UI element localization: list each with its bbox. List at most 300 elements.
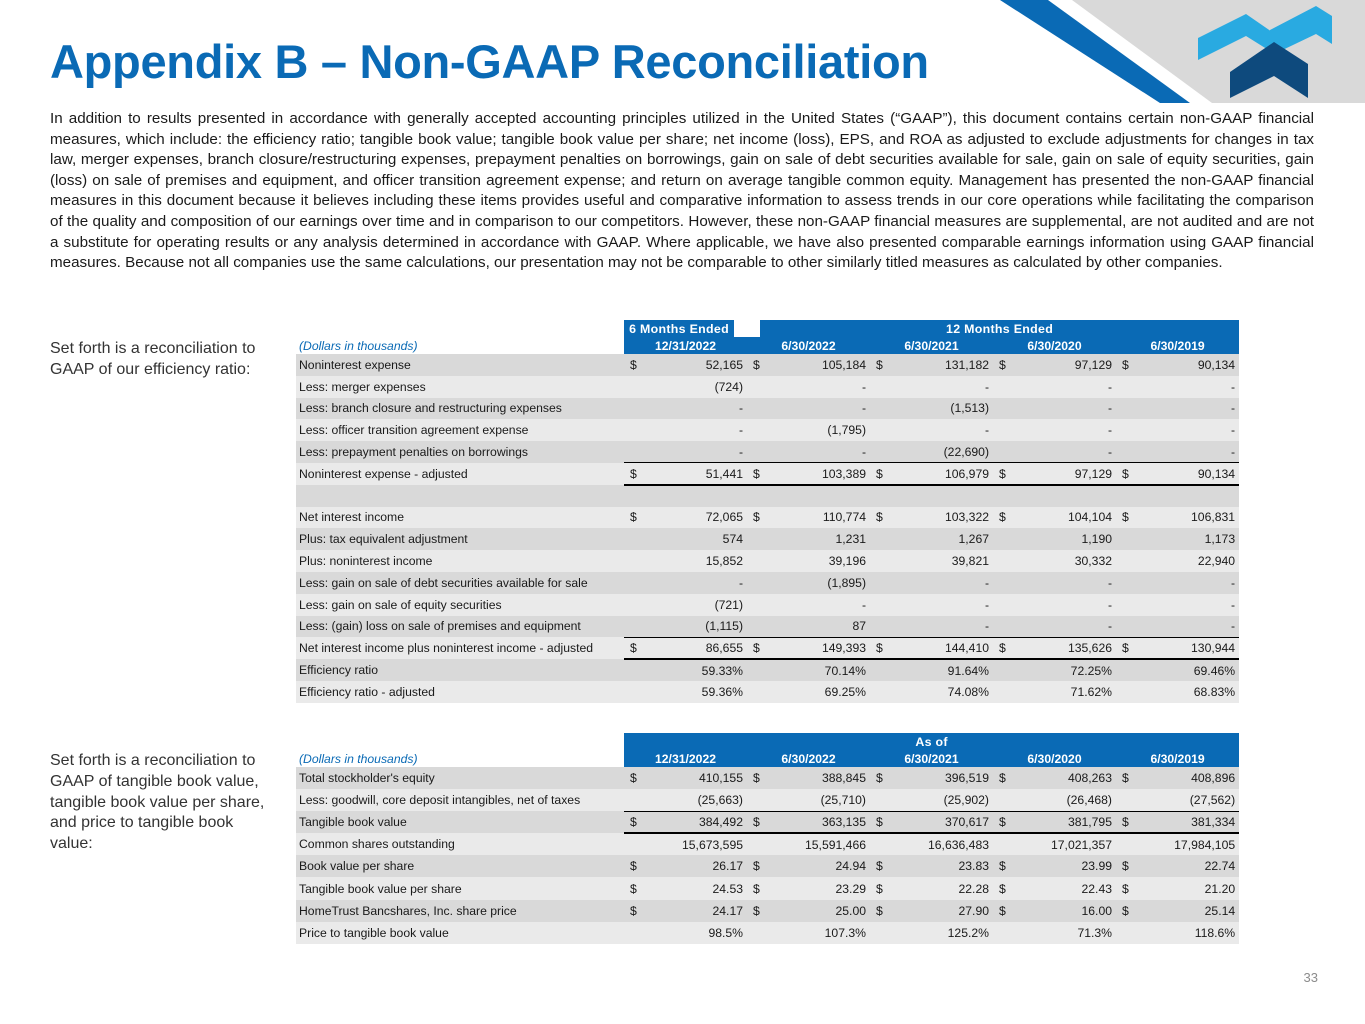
cell-value: 23.29 [769, 877, 870, 899]
cell-value: 408,263 [1015, 767, 1116, 789]
group-header-12-months: 12 Months Ended [747, 320, 1239, 337]
cell-value: 98.5% [646, 922, 747, 944]
cell-value: 24.17 [646, 900, 747, 922]
row-label: Price to tangible book value [296, 922, 624, 944]
currency-symbol [1116, 789, 1138, 811]
cell-value: - [1015, 419, 1116, 441]
currency-symbol: $ [1116, 855, 1138, 877]
cell-value: 131,182 [892, 354, 993, 376]
currency-symbol: $ [870, 637, 892, 659]
currency-symbol [747, 376, 769, 398]
row-label: Noninterest expense [296, 354, 624, 376]
currency-symbol: $ [747, 900, 769, 922]
table-row [296, 376, 1239, 398]
cell-value: - [1015, 572, 1116, 594]
cell-value: 363,135 [769, 811, 870, 833]
currency-symbol [870, 376, 892, 398]
table-row [296, 922, 1239, 944]
currency-symbol: $ [993, 637, 1015, 659]
row-label: Less: gain on sale of equity securities [296, 594, 624, 616]
currency-symbol [624, 594, 646, 616]
currency-symbol [870, 398, 892, 420]
cell-value: 16,636,483 [892, 833, 993, 855]
row-label: Less: gain on sale of debt securities available for sale [296, 572, 624, 594]
cell-value: - [769, 398, 870, 420]
currency-symbol [1116, 441, 1138, 463]
cell-value: - [892, 572, 993, 594]
currency-symbol: $ [1116, 900, 1138, 922]
currency-symbol [870, 572, 892, 594]
currency-symbol [1116, 922, 1138, 944]
currency-symbol: $ [993, 877, 1015, 899]
row-label: Tangible book value [296, 811, 624, 833]
currency-symbol [747, 681, 769, 703]
table-row [296, 637, 1239, 659]
cell-value: 22.74 [1138, 855, 1239, 877]
tangible-note: Set forth is a reconciliation to GAAP of tangible book value, tangible book value per share, and price to tangible book value: [50, 752, 265, 853]
table-row [296, 485, 1239, 507]
table-row [296, 463, 1239, 485]
currency-symbol: $ [870, 354, 892, 376]
cell-value: 574 [646, 528, 747, 550]
cell-value: 106,979 [892, 463, 993, 485]
cell-value: - [1015, 616, 1116, 638]
cell-value [769, 485, 870, 507]
currency-symbol: $ [993, 855, 1015, 877]
currency-symbol [1116, 616, 1138, 638]
cell-value: 24.94 [769, 855, 870, 877]
tangible-book-value-table [296, 733, 1239, 944]
cell-value [1015, 485, 1116, 507]
currency-symbol: $ [1116, 354, 1138, 376]
currency-symbol [870, 616, 892, 638]
cell-value: 410,155 [646, 767, 747, 789]
currency-symbol [870, 659, 892, 681]
cell-value: 17,021,357 [1015, 833, 1116, 855]
column-date: 6/30/2020 [993, 337, 1116, 354]
cell-value: 103,322 [892, 507, 993, 529]
currency-symbol [1116, 594, 1138, 616]
cell-value: - [646, 572, 747, 594]
currency-symbol [1116, 376, 1138, 398]
cell-value: 59.36% [646, 681, 747, 703]
row-label: Common shares outstanding [296, 833, 624, 855]
currency-symbol: $ [870, 463, 892, 485]
row-label: Efficiency ratio [296, 659, 624, 681]
currency-symbol: $ [624, 855, 646, 877]
cell-value: 90,134 [1138, 463, 1239, 485]
currency-symbol [870, 681, 892, 703]
currency-symbol [747, 485, 769, 507]
currency-symbol [624, 659, 646, 681]
hometrust-logo-icon [1196, 4, 1334, 100]
cell-value: - [769, 376, 870, 398]
cell-value: - [1138, 616, 1239, 638]
cell-value: (26,468) [1015, 789, 1116, 811]
currency-symbol: $ [624, 507, 646, 529]
currency-symbol [747, 419, 769, 441]
currency-symbol: $ [870, 767, 892, 789]
cell-value: 106,831 [1138, 507, 1239, 529]
cell-value: 87 [769, 616, 870, 638]
column-date: 6/30/2019 [1116, 337, 1239, 354]
cell-value: 39,196 [769, 550, 870, 572]
currency-symbol: $ [747, 877, 769, 899]
row-label [296, 485, 624, 507]
currency-symbol [870, 419, 892, 441]
currency-symbol [624, 419, 646, 441]
cell-value: 15,852 [646, 550, 747, 572]
currency-symbol [624, 398, 646, 420]
table-row [296, 789, 1239, 811]
row-label: Less: officer transition agreement expense [296, 419, 624, 441]
table-row [296, 441, 1239, 463]
cell-value: 51,441 [646, 463, 747, 485]
cell-value: 70.14% [769, 659, 870, 681]
currency-symbol: $ [870, 877, 892, 899]
currency-symbol [993, 616, 1015, 638]
cell-value: 125.2% [892, 922, 993, 944]
cell-value: - [646, 419, 747, 441]
currency-symbol [747, 922, 769, 944]
currency-symbol: $ [624, 637, 646, 659]
page-title: Appendix B – Non-GAAP Reconciliation [50, 35, 929, 88]
currency-symbol [747, 616, 769, 638]
currency-symbol: $ [1116, 877, 1138, 899]
table-row [296, 528, 1239, 550]
cell-value: 72.25% [1015, 659, 1116, 681]
row-label: Tangible book value per share [296, 877, 624, 899]
cell-value: 15,591,466 [769, 833, 870, 855]
cell-value: - [1138, 419, 1239, 441]
efficiency-ratio-table [296, 320, 1239, 703]
cell-value: - [892, 376, 993, 398]
currency-symbol [993, 833, 1015, 855]
cell-value: 97,129 [1015, 463, 1116, 485]
currency-symbol [993, 441, 1015, 463]
column-date: 6/30/2019 [1116, 750, 1239, 767]
cell-value: - [1138, 398, 1239, 420]
cell-value: 71.3% [1015, 922, 1116, 944]
cell-value: 30,332 [1015, 550, 1116, 572]
cell-value: 25.14 [1138, 900, 1239, 922]
currency-symbol: $ [870, 507, 892, 529]
column-date: 6/30/2020 [993, 750, 1116, 767]
cell-value: 91.64% [892, 659, 993, 681]
cell-value: 16.00 [1015, 900, 1116, 922]
currency-symbol [624, 922, 646, 944]
cell-value: (25,663) [646, 789, 747, 811]
cell-value: 144,410 [892, 637, 993, 659]
currency-symbol [624, 485, 646, 507]
currency-symbol [747, 550, 769, 572]
table-row [296, 572, 1239, 594]
currency-symbol: $ [747, 855, 769, 877]
cell-value: (724) [646, 376, 747, 398]
intro-paragraph: In addition to results presented in accordance with generally accepted accounting principles utilized in the United States (“GAAP”), this document contains certain non-GAAP financial measures, which include: the efficiency ratio; tangible book value; tangible book value per share; net income (loss), EPS, and ROA as adjusted to exclude adjustments for changes in tax law, merger expenses, branch closure/restructuring expenses, prepayment penalties on borrowings, gain on sale of debt securities available for sale, gain on sale of equity securities, gain (loss) on sale of premises and equipment, and officer transition agreement expense; and return on average tangible common equity. Management has presented the non-GAAP financial measures in this document because it believes including these items provides useful and comparative information to assess trends in our core operations while facilitating the comparison of the quality and composition of our earnings over time and in comparison to our competitors. However, these non-GAAP financial measures are supplemental, are not audited and are not a substitute for operating results or any analysis determined in accordance with GAAP. Where applicable, we have also presented comparable earnings information using GAAP financial measures. Because not all companies use the same calculations, our presentation may not be comparable to other similarly titled measures as calculated by other companies. [50, 110, 1314, 272]
currency-symbol [993, 485, 1015, 507]
cell-value: 1,267 [892, 528, 993, 550]
row-label: Plus: tax equivalent adjustment [296, 528, 624, 550]
cell-value: 104,104 [1015, 507, 1116, 529]
currency-symbol [1116, 398, 1138, 420]
currency-symbol: $ [747, 811, 769, 833]
currency-symbol: $ [747, 507, 769, 529]
currency-symbol [747, 528, 769, 550]
currency-symbol [624, 681, 646, 703]
row-label: Net interest income [296, 507, 624, 529]
cell-value: 26.17 [646, 855, 747, 877]
column-date: 6/30/2022 [747, 337, 870, 354]
column-date: 6/30/2021 [870, 750, 993, 767]
page-number: 33 [1303, 970, 1318, 985]
currency-symbol [747, 441, 769, 463]
row-label: Less: goodwill, core deposit intangibles, net of taxes [296, 789, 624, 811]
currency-symbol [624, 441, 646, 463]
cell-value: (1,795) [769, 419, 870, 441]
currency-symbol [870, 833, 892, 855]
cell-value: - [892, 594, 993, 616]
currency-symbol: $ [624, 877, 646, 899]
currency-symbol [624, 572, 646, 594]
cell-value: (22,690) [892, 441, 993, 463]
currency-symbol [747, 398, 769, 420]
table-row [296, 659, 1239, 681]
currency-symbol [870, 441, 892, 463]
group-header-6-months: 6 Months Ended [624, 320, 747, 337]
currency-symbol [870, 550, 892, 572]
cell-value: 52,165 [646, 354, 747, 376]
cell-value: 23.83 [892, 855, 993, 877]
table-row [296, 833, 1239, 855]
row-label: Less: merger expenses [296, 376, 624, 398]
currency-symbol [1116, 550, 1138, 572]
currency-symbol [747, 789, 769, 811]
cell-value: 388,845 [769, 767, 870, 789]
currency-symbol [993, 594, 1015, 616]
cell-value [892, 485, 993, 507]
row-label: Less: prepayment penalties on borrowings [296, 441, 624, 463]
cell-value: 1,190 [1015, 528, 1116, 550]
table-row [296, 811, 1239, 833]
cell-value: 74.08% [892, 681, 993, 703]
row-label: Efficiency ratio - adjusted [296, 681, 624, 703]
currency-symbol [747, 833, 769, 855]
currency-symbol [747, 572, 769, 594]
cell-value: 72,065 [646, 507, 747, 529]
row-label: Net interest income plus noninterest income - adjusted [296, 637, 624, 659]
currency-symbol: $ [1116, 811, 1138, 833]
currency-symbol [870, 789, 892, 811]
currency-symbol [1116, 485, 1138, 507]
currency-symbol [870, 528, 892, 550]
cell-value: 105,184 [769, 354, 870, 376]
cell-value: - [1138, 376, 1239, 398]
cell-value: 69.46% [1138, 659, 1239, 681]
cell-value: 1,173 [1138, 528, 1239, 550]
currency-symbol: $ [993, 463, 1015, 485]
cell-value: 1,231 [769, 528, 870, 550]
cell-value [1138, 485, 1239, 507]
table-row [296, 900, 1239, 922]
cell-value: - [646, 398, 747, 420]
cell-value: - [1138, 441, 1239, 463]
currency-symbol: $ [747, 463, 769, 485]
currency-symbol [993, 376, 1015, 398]
cell-value: 370,617 [892, 811, 993, 833]
currency-symbol: $ [1116, 767, 1138, 789]
cell-value: 149,393 [769, 637, 870, 659]
currency-symbol [1116, 833, 1138, 855]
cell-value: - [769, 441, 870, 463]
cell-value [646, 485, 747, 507]
cell-value: 90,134 [1138, 354, 1239, 376]
currency-symbol: $ [1116, 463, 1138, 485]
row-label: HomeTrust Bancshares, Inc. share price [296, 900, 624, 922]
row-label: Less: (gain) loss on sale of premises and equipment [296, 616, 624, 638]
currency-symbol: $ [624, 811, 646, 833]
cell-value: (25,710) [769, 789, 870, 811]
table-row [296, 398, 1239, 420]
cell-value: - [1015, 398, 1116, 420]
units-label: (Dollars in thousands) [296, 750, 624, 767]
row-label: Less: branch closure and restructuring expenses [296, 398, 624, 420]
currency-symbol: $ [993, 811, 1015, 833]
currency-symbol: $ [1116, 507, 1138, 529]
currency-symbol [624, 616, 646, 638]
table-row [296, 419, 1239, 441]
cell-value: 22.28 [892, 877, 993, 899]
currency-symbol: $ [624, 354, 646, 376]
currency-symbol [993, 922, 1015, 944]
currency-symbol [993, 550, 1015, 572]
currency-symbol [993, 789, 1015, 811]
cell-value: - [1015, 376, 1116, 398]
currency-symbol [624, 376, 646, 398]
cell-value: 71.62% [1015, 681, 1116, 703]
cell-value: (25,902) [892, 789, 993, 811]
currency-symbol [624, 528, 646, 550]
currency-symbol [993, 398, 1015, 420]
cell-value: 408,896 [1138, 767, 1239, 789]
currency-symbol [870, 485, 892, 507]
currency-symbol [1116, 572, 1138, 594]
currency-symbol: $ [993, 900, 1015, 922]
currency-symbol [1116, 528, 1138, 550]
cell-value: 118.6% [1138, 922, 1239, 944]
table-row [296, 594, 1239, 616]
cell-value: 135,626 [1015, 637, 1116, 659]
cell-value: 25.00 [769, 900, 870, 922]
cell-value: 381,334 [1138, 811, 1239, 833]
currency-symbol: $ [747, 637, 769, 659]
cell-value: - [892, 419, 993, 441]
cell-value: - [769, 594, 870, 616]
cell-value: 97,129 [1015, 354, 1116, 376]
cell-value: 130,944 [1138, 637, 1239, 659]
cell-value: 27.90 [892, 900, 993, 922]
currency-symbol [624, 833, 646, 855]
table-row [296, 877, 1239, 899]
currency-symbol [993, 659, 1015, 681]
cell-value: (1,115) [646, 616, 747, 638]
units-label: (Dollars in thousands) [296, 337, 624, 354]
table-row [296, 855, 1239, 877]
table-row [296, 550, 1239, 572]
cell-value: 22,940 [1138, 550, 1239, 572]
cell-value: (27,562) [1138, 789, 1239, 811]
row-label: Book value per share [296, 855, 624, 877]
cell-value: 17,984,105 [1138, 833, 1239, 855]
currency-symbol: $ [993, 767, 1015, 789]
currency-symbol: $ [993, 507, 1015, 529]
cell-value: 15,673,595 [646, 833, 747, 855]
table-row [296, 616, 1239, 638]
currency-symbol [1116, 681, 1138, 703]
cell-value: - [892, 616, 993, 638]
currency-symbol: $ [870, 900, 892, 922]
cell-value: 23.99 [1015, 855, 1116, 877]
currency-symbol [870, 922, 892, 944]
cell-value: 24.53 [646, 877, 747, 899]
currency-symbol: $ [624, 767, 646, 789]
currency-symbol [993, 681, 1015, 703]
group-header-as-of: As of [624, 733, 1239, 750]
currency-symbol: $ [747, 767, 769, 789]
currency-symbol: $ [624, 463, 646, 485]
cell-value: - [646, 441, 747, 463]
cell-value: 22.43 [1015, 877, 1116, 899]
cell-value: 103,389 [769, 463, 870, 485]
currency-symbol [624, 550, 646, 572]
cell-value: - [1138, 572, 1239, 594]
cell-value: 69.25% [769, 681, 870, 703]
table-row [296, 354, 1239, 376]
cell-value: (1,895) [769, 572, 870, 594]
currency-symbol [993, 572, 1015, 594]
currency-symbol [870, 594, 892, 616]
table-row [296, 507, 1239, 529]
cell-value: 59.33% [646, 659, 747, 681]
cell-value: (721) [646, 594, 747, 616]
cell-value: 68.83% [1138, 681, 1239, 703]
cell-value: 384,492 [646, 811, 747, 833]
column-date: 6/30/2021 [870, 337, 993, 354]
currency-symbol [1116, 419, 1138, 441]
currency-symbol: $ [870, 811, 892, 833]
cell-value: - [1138, 594, 1239, 616]
cell-value: 107.3% [769, 922, 870, 944]
table-row [296, 681, 1239, 703]
cell-value: - [1015, 594, 1116, 616]
row-label: Plus: noninterest income [296, 550, 624, 572]
cell-value: 110,774 [769, 507, 870, 529]
currency-symbol: $ [624, 900, 646, 922]
column-date: 12/31/2022 [624, 337, 747, 354]
currency-symbol: $ [870, 855, 892, 877]
efficiency-note: Set forth is a reconciliation to GAAP of our efficiency ratio: [50, 340, 256, 378]
cell-value: 381,795 [1015, 811, 1116, 833]
currency-symbol [993, 419, 1015, 441]
cell-value: - [1015, 441, 1116, 463]
currency-symbol [747, 659, 769, 681]
cell-value: (1,513) [892, 398, 993, 420]
column-date: 6/30/2022 [747, 750, 870, 767]
currency-symbol [1116, 659, 1138, 681]
cell-value: 21.20 [1138, 877, 1239, 899]
currency-symbol: $ [993, 354, 1015, 376]
row-label: Total stockholder's equity [296, 767, 624, 789]
